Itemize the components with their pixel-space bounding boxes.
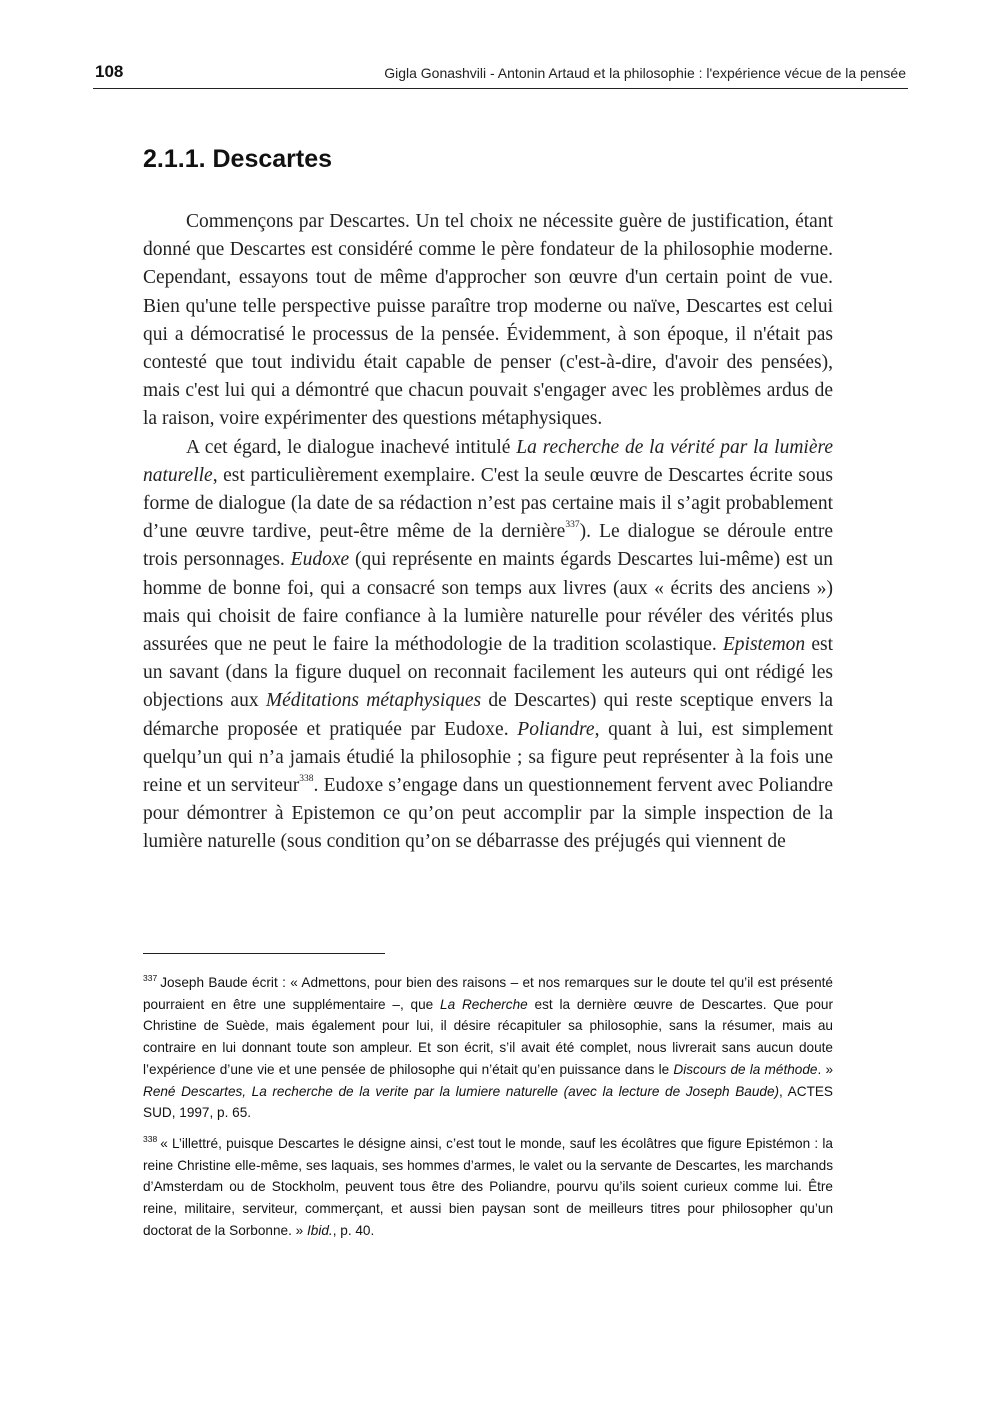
footnote-337 [143,972,833,1124]
footnote-338 [143,1133,833,1242]
text-run: ). Le dialogue se déroule entre trois personnages. [143,521,833,571]
page-number: 108 [95,62,124,81]
section-heading: 2.1.1. Descartes [143,145,333,173]
character-name: Eudoxe [290,549,350,571]
body-text [143,208,833,857]
footnote-text: est la dernière œuvre de Descartes. Que pour Christine de Suède, mais également pour lui, il désire récapituler sa philosophie, sans la résumer, mais au contraire en lui donnant toute son ampleur. Et son écrit, s’il avait été complet, nous livrerait sans aucun doute l’expérience d’une vie et une pensée de philosophe qui n’était qu’en puissance dans le [143,996,833,1077]
footnote-number: 338 [143,1133,158,1144]
character-name: Epistemon [722,634,806,656]
character-name: Poliandre [517,718,595,740]
footnote-italic: Ibid. [307,1222,333,1238]
footnote-reference-337[interactable]: 337 [565,520,580,531]
text-run: A cet égard, le dialogue inachevé intitulé [186,436,517,458]
footnote-text: « L’illettré, puisque Descartes le désigne ainsi, c’est tout le monde, sauf les écolâtres que figure Epistémon : la reine Christine elle-même, ses laquais, ses hommes d’armes, le valet ou la servante de Descartes, les marchands d’Amsterdam ou de Stockholm, peuvent tous être des Poliandre, pourvu qu’ils soient curieux comme lui. Être reine, militaire, serviteur, commerçant, et aussi bien paysan sont de meilleurs titres pour philosopher qu’un doctorat de la Sorbonne. » [143,1135,833,1238]
work-title: Méditations métaphysiques [265,690,482,712]
footnote-reference-338[interactable]: 338 [299,774,314,785]
running-header [93,60,908,89]
paragraph [143,434,833,857]
footnote-text: , p. 40. [332,1222,375,1238]
footnotes [143,972,833,1250]
work-title: La recherche de la vérité par la lumière naturelle [143,436,833,486]
footnote-text: . » [817,1061,834,1077]
text-run: , est particulièrement exemplaire. C'est la seule œuvre de Descartes écrite sous forme de dialogue (la date de sa rédaction n’est pas certaine mais il s’agit probablement d’une œuvre tardive, peut-être même de la dernière [143,464,833,543]
footnote-number: 337 [143,973,158,983]
footnote-text: Joseph Baude écrit : « Admettons, pour bien des raisons – et nos remarques sur le doute tel qu’il est présenté pourraient en être une supplémentaire –, que [143,975,833,1012]
footnote-italic: La Recherche [440,996,528,1012]
paragraph: Commençons par Descartes. Un tel choix ne nécessite guère de justification, étant donné que Descartes est considéré comme le père fondateur de la philosophie moderne. Cependant, essayons tout de même d'approcher son œuvre d'un certain point de vue. Bien qu'une telle perspective puisse paraître trop moderne ou naïve, Descartes est celui qui a démocratisé le processus de la pensée. Évidemment, à son époque, il n'était pas contesté que tout individu était capable de penser (c'est-à-dire, d'avoir des pensées), mais c'est lui qui a démontré que chacun pouvait s'engager avec les problèmes ardus de la raison, voire expérimenter des questions métaphysiques. [143,211,833,430]
footnote-italic: René Descartes, La recherche de la verite par la lumiere naturelle (avec la lecture de Joseph Baude) [143,1083,780,1099]
footnote-text: , ACTES SUD, 1997, p. 65. [143,1083,834,1121]
text-run: . Eudoxe s’engage dans un questionnement fervent avec Poliandre pour démontrer à Epistemon ce qu’on peut accomplir par la simple inspection de la lumière naturelle (sous condition qu’on se débarrasse des préjugés qui viennent de [143,775,834,853]
footnote-separator [143,953,385,954]
text-run: de Descartes) qui reste sceptique envers la démarche proposée et pratiquée par Eudoxe. [143,690,834,740]
running-title: Gigla Gonashvili - Antonin Artaud et la philosophie : l'expérience vécue de la pensée [384,65,906,81]
text-run: (qui représente en maints égards Descartes lui-même) est un homme de bonne foi, qui a consacré son temps aux livres (aux « écrits des anciens ») mais qui choisit de faire confiance à la lumière naturelle pour révéler des vérités plus assurées que ne peut le faire la méthodologie de la tradition scolastique. [143,549,833,656]
text-run: , quant à lui, est simplement quelqu’un qui n’a jamais étudié la philosophie ; sa figure peut représenter à la fois une reine et un serviteur [143,718,833,797]
footnote-italic: Discours de la méthode [673,1061,818,1077]
text-run: est un savant (dans la figure duquel on reconnait facilement les auteurs qui ont rédigé les objections aux [143,634,833,712]
